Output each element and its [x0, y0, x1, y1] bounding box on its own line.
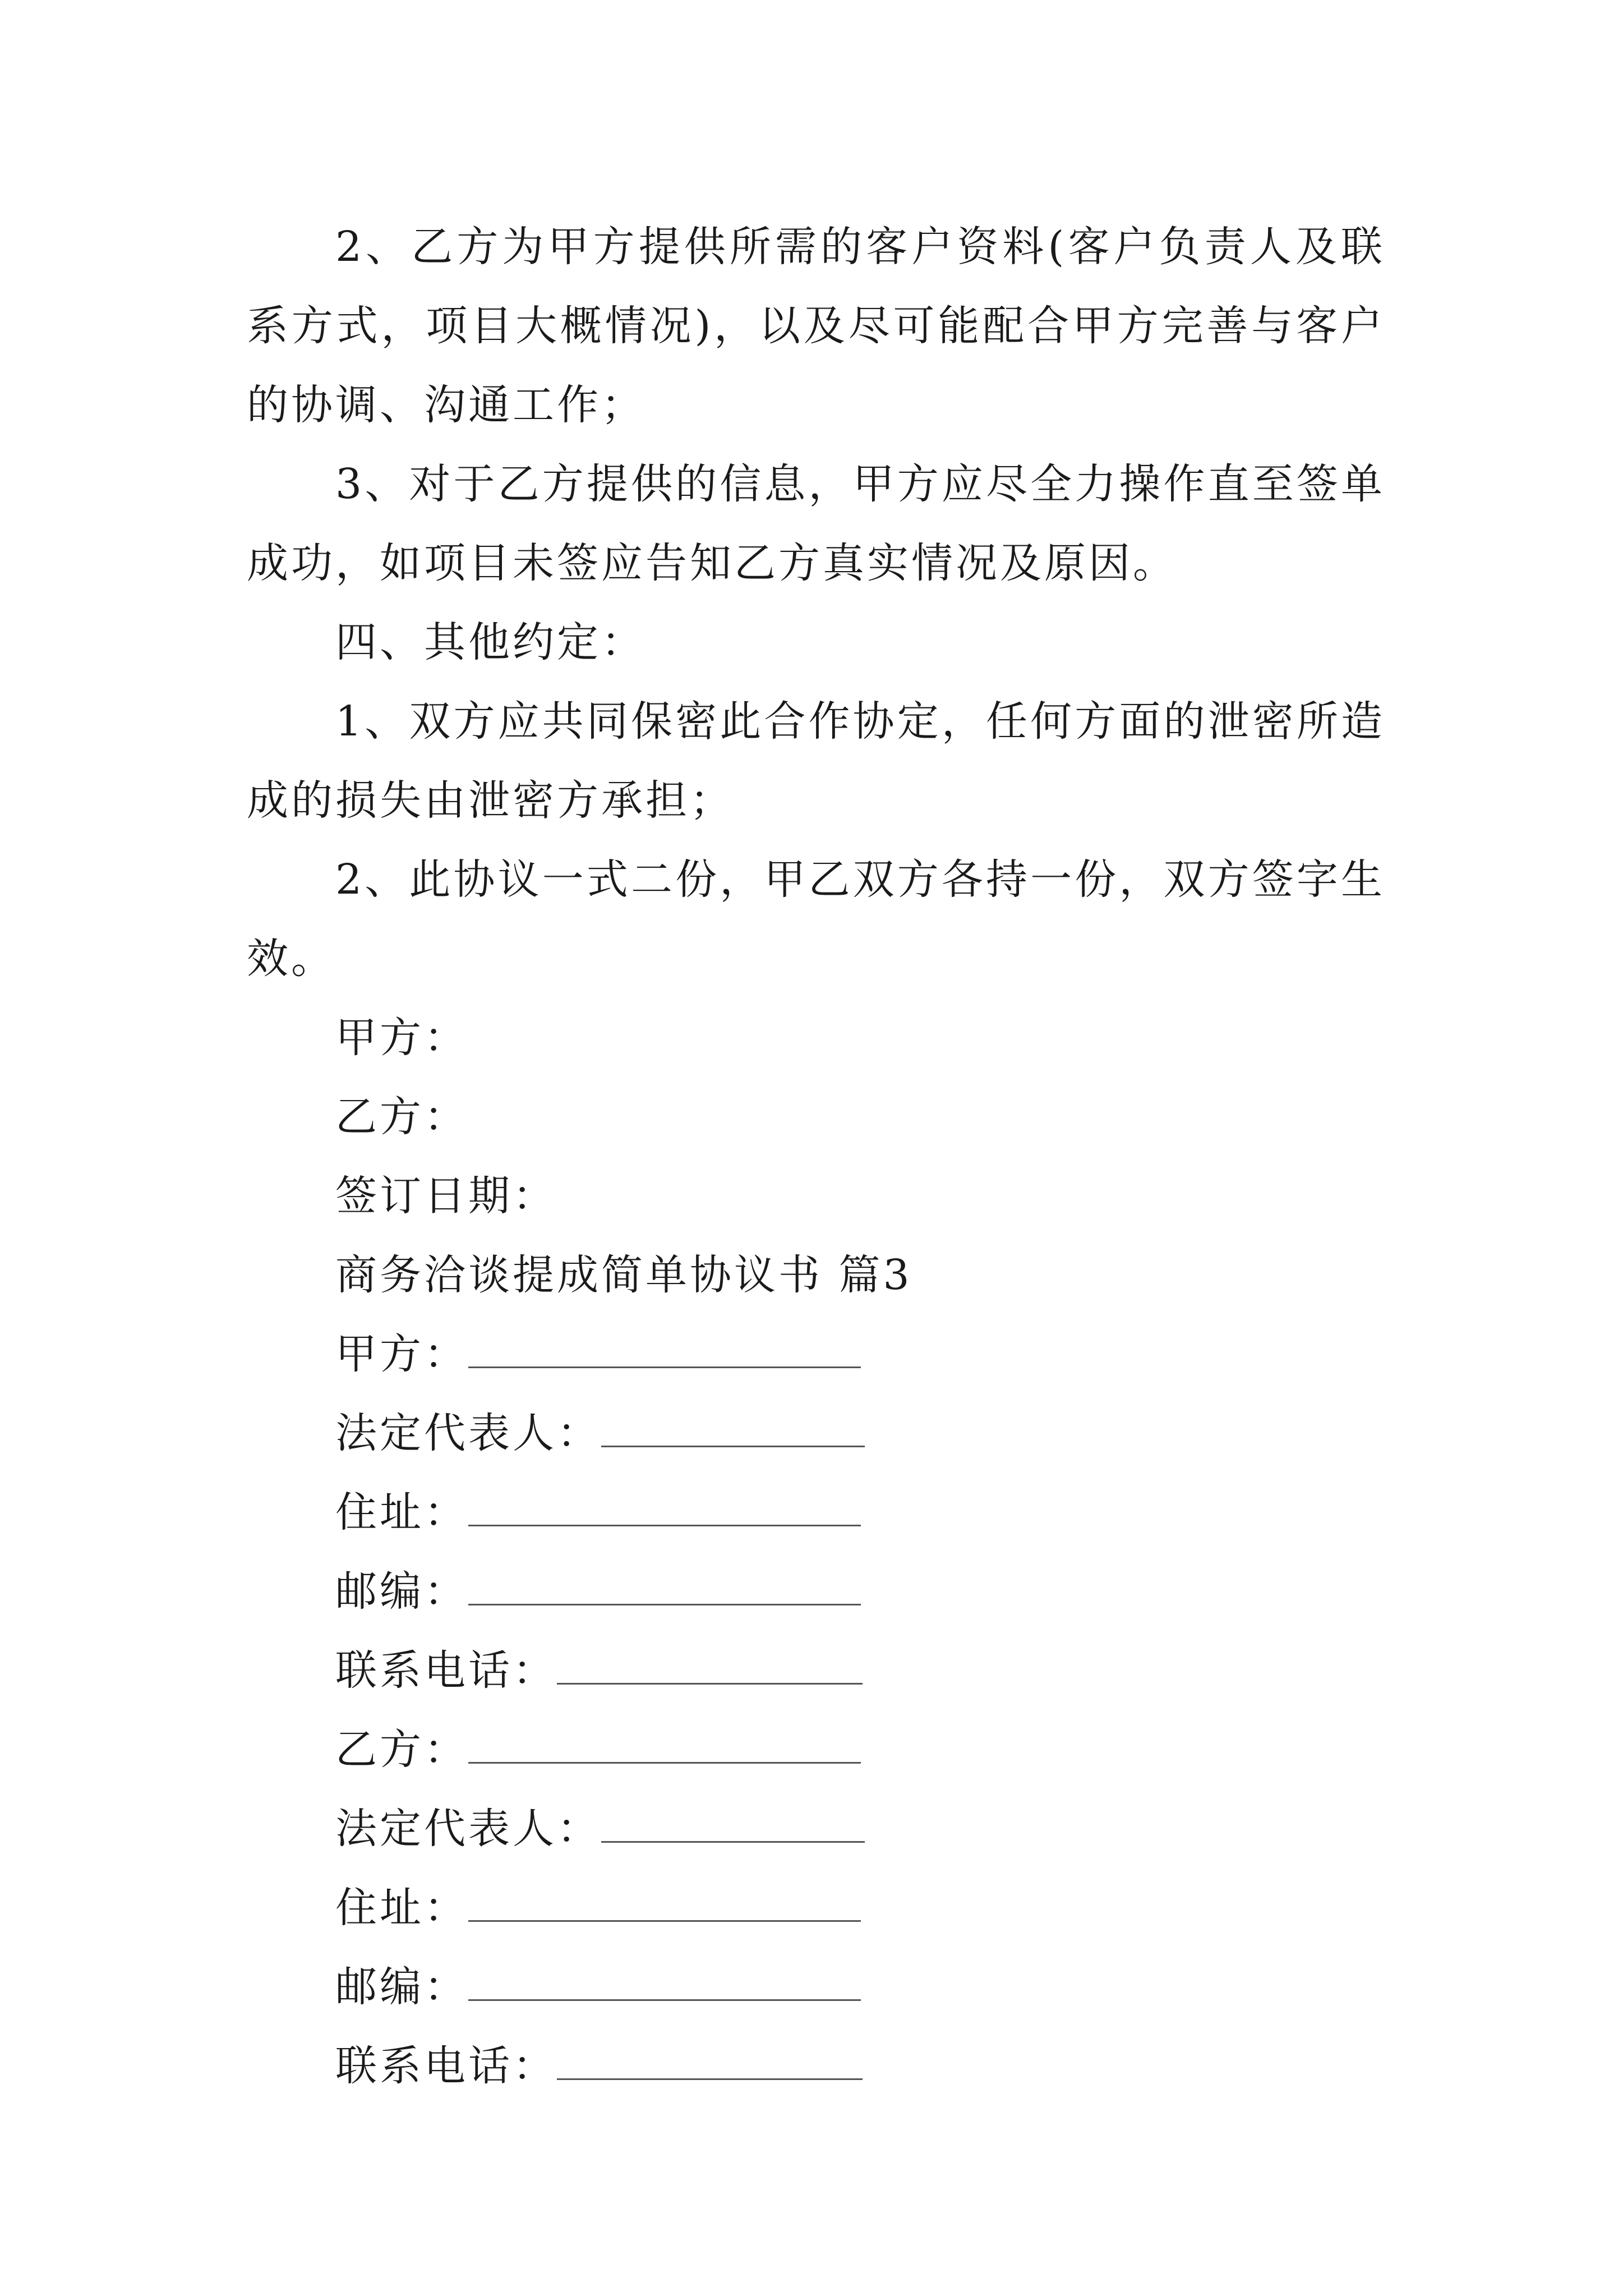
clause-paragraph: 1、双方应共同保密此合作协定，任何方面的泄密所造成的损失由泄密方承担；	[247, 697, 1385, 825]
signature-party-a: 甲方：	[335, 1014, 468, 1062]
section-heading-other-terms: 四、其他约定：	[335, 618, 645, 666]
form-row-party-a	[247, 1315, 1385, 1394]
form-label: 联系电话：	[335, 1646, 557, 1695]
blank-line	[468, 1329, 861, 1368]
form-label: 法定代表人：	[335, 1805, 601, 1853]
blank-line	[557, 1646, 863, 1685]
blank-line	[601, 1409, 865, 1447]
form-label: 邮编：	[335, 1567, 468, 1616]
form-row-b-address	[247, 1869, 1385, 1948]
signature-date: 签订日期：	[335, 1172, 557, 1220]
form-label: 联系电话：	[335, 2042, 557, 2090]
form-row-a-postcode	[247, 1552, 1385, 1631]
blank-line	[557, 2041, 863, 2080]
blank-line	[468, 1725, 861, 1764]
form-label: 乙方：	[335, 1726, 468, 1774]
form-label: 法定代表人：	[335, 1409, 601, 1457]
signature-party-b: 乙方：	[335, 1093, 468, 1141]
blank-line	[468, 1962, 861, 2001]
form-label: 住址：	[335, 1884, 468, 1932]
section-title: 商务洽谈提成简单协议书 篇3	[335, 1251, 912, 1299]
clause-paragraph: 3、对于乙方提供的信息，甲方应尽全力操作直至签单成功，如项目未签应告知乙方真实情况及原因。	[247, 460, 1385, 587]
blank-line	[468, 1488, 861, 1526]
form-label: 甲方：	[335, 1330, 468, 1378]
form-row-b-phone	[247, 2027, 1385, 2106]
form-label: 住址：	[335, 1488, 468, 1536]
blank-line	[468, 1883, 861, 1922]
form-row-b-postcode	[247, 1948, 1385, 2027]
form-row-party-b	[247, 1710, 1385, 1789]
form-row-a-address	[247, 1473, 1385, 1552]
form-row-a-phone	[247, 1631, 1385, 1710]
clause-paragraph: 2、此协议一式二份，甲乙双方各持一份，双方签字生效。	[247, 855, 1385, 983]
document-body	[247, 208, 1385, 2106]
form-row-b-legal-rep	[247, 1789, 1385, 1869]
blank-line	[468, 1567, 861, 1605]
form-label: 邮编：	[335, 1963, 468, 2011]
clause-paragraph: 2、乙方为甲方提供所需的客户资料(客户负责人及联系方式，项目大概情况)，以及尽可能配合甲方完善与客户的协调、沟通工作；	[247, 223, 1385, 429]
form-row-a-legal-rep	[247, 1394, 1385, 1473]
blank-line	[601, 1804, 865, 1843]
